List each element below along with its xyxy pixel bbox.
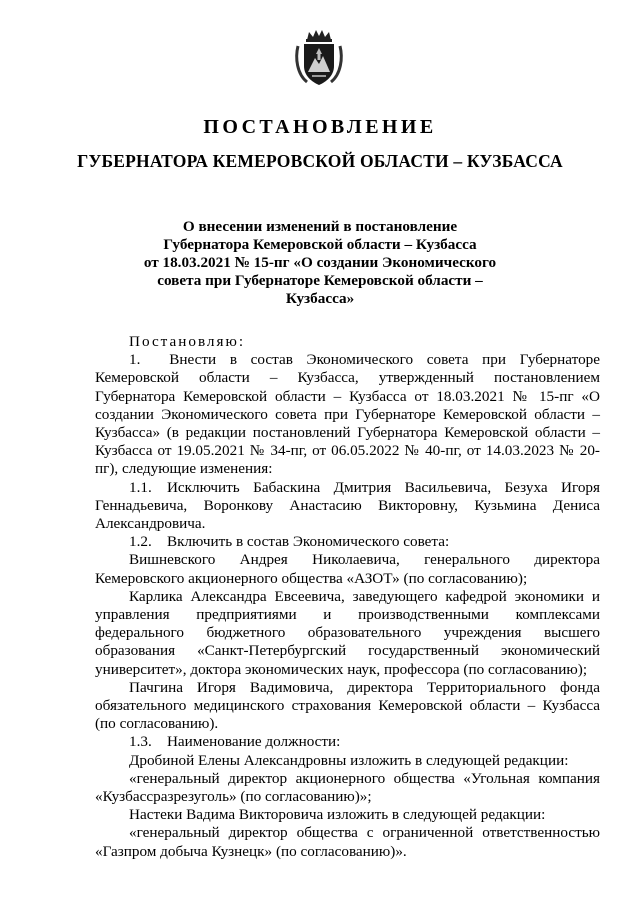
paragraph-1-2: 1.2. Включить в состав Экономического совета: [129,533,450,551]
paragraph-1-3: 1.3. Наименование должности: [129,733,341,751]
paragraph-1-2-item: Пачгина Игоря Вадимовича, директора Территориального фонда обязательного медицинского страхования Кемеровской области – Кузбасса (по согласованию). [95,678,600,733]
paragraph-1: 1. Внести в состав Экономического совета при Губернаторе Кемеровской области – Кузбасса, утвержденный постановлением Губернатора Кемеровской области – Кузбасса от 18.03.2021 № 15-пг «О создании Экономического совета при Губернаторе Кемеровской области – Кузбасса» (в редакции постановлений Губернатора Кемеровской области – Кузбасса от 19.05.2021 № 34-пг, от 06.05.2022 № 40-пг, от 14.03.2023 № 20-пг), следующие изменения: [95,351,600,478]
heading-line: О внесении изменений в постановление [182,218,458,235]
paragraph-1-3-item: «генеральный директор общества с ограниченной ответственностью «Газпром добыча Кузнецк» (по согласованию)». [95,824,600,860]
heading-line: Кузбасса» [285,290,355,307]
paragraph-1-1: 1.1. Исключить Бабаскина Дмитрия Васильевича, Безуха Игоря Геннадьевича, Воронкову Анастасию Викторовну, Кузьмина Дениса Александровича. [95,478,600,533]
document-body [95,333,600,861]
document-title: ПОСТАНОВЛЕНИЕ [203,116,437,138]
paragraph-1-2-item: Карлика Александра Евсеевича, заведующего кафедрой экономики и управления предприятиями и производственными комплексами федерального бюджетного образовательного учреждения высшего образования «Санкт-Петербургский государственный экономический университет», доктора экономических наук, профессора (по согласованию); [95,587,600,678]
heading-line: от 18.03.2021 № 15-пг «О создании Экономического [143,254,497,271]
issuer-subtitle: ГУБЕРНАТОРА КЕМЕРОВСКОЙ ОБЛАСТИ – КУЗБАССА [77,151,563,171]
heading-line: совета при Губернаторе Кемеровской области – [157,272,483,289]
intro-paragraph: Постановляю: [129,333,246,350]
heading-line: Губернатора Кемеровской области – Кузбасса [163,236,477,253]
paragraph-1-3-item: Настеки Вадима Викторовича изложить в следующей редакции: [129,806,546,824]
paragraph-1-3-item: Дробиной Елены Александровны изложить в следующей редакции: [129,751,569,769]
paragraph-1-2-item: Вишневского Андрея Николаевича, генерального директора Кемеровского акционерного общества «АЗОТ» (по согласованию); [95,551,600,587]
resolution-heading [130,218,510,308]
coat-of-arms-emblem [293,28,345,88]
paragraph-1-3-item: «генеральный директор акционерного общества «Угольная компания «Кузбассразрезуголь» (по согласованию)»; [95,769,600,806]
